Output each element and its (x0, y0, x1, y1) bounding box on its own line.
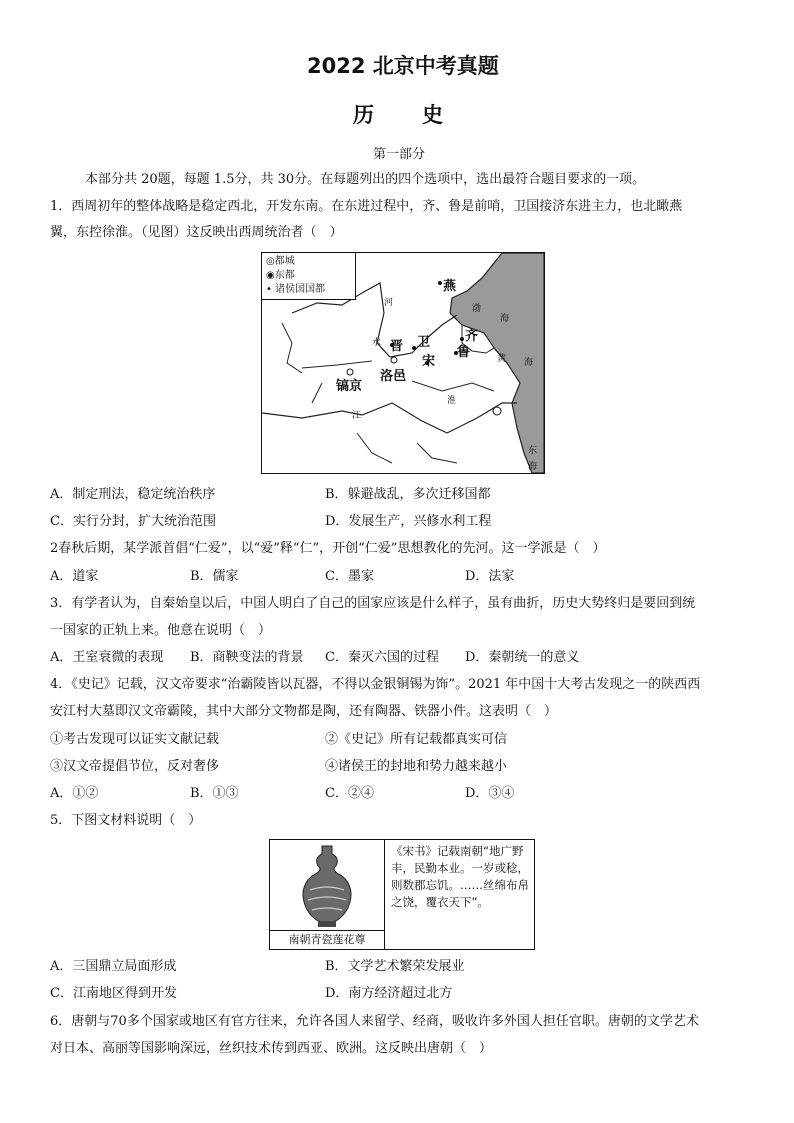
q3-option-c[interactable]: C．秦灭六国的过程 (325, 650, 439, 665)
subject-title: 历 史 (353, 103, 445, 127)
q2-option-a[interactable]: A．道家 (50, 569, 99, 584)
label-bohai: 渤 (472, 304, 482, 314)
legend-east-capital: ◉东都 (266, 270, 295, 281)
q1-option-c[interactable]: C．实行分封，扩大统治范围 (50, 514, 216, 529)
q1-stem-line1: 1．西周初年的整体战略是稳定西北，开发东南。在东进过程中，齐、鲁是前哨，卫国接济东进主力，也北瞰燕 (50, 199, 683, 214)
label-shui: 水 (372, 338, 382, 348)
song-shu-quote: 《宋书》记载南朝“地广野丰，民勤本业。一岁或稔，则数郡忘饥。……丝绵布帛之饶，覆衣天下”。 (391, 844, 529, 909)
q6-stem-line1: 6．唐朝与70多个国家或地区有官方往来，允许各国人来留学、经商，吸收许多外国人担任官职。唐朝的文学艺术 (50, 1014, 699, 1029)
q2-option-d[interactable]: D．法家 (465, 569, 515, 584)
huai-river (412, 381, 494, 391)
label-huai: 淮 (447, 396, 457, 406)
relic-image-panel (270, 840, 385, 949)
label-donghai: 东 (528, 446, 538, 456)
q3-option-a[interactable]: A．王室衰微的表现 (50, 650, 164, 665)
label-jin: 晋 (390, 339, 404, 354)
q4-statement-3: ③汉文帝提倡节位，反对奢侈 (50, 759, 220, 774)
label-bohai-2: 海 (500, 314, 510, 324)
q1-option-a[interactable]: A．制定刑法，稳定统治秩序 (50, 487, 216, 502)
wei-dot (412, 346, 416, 350)
q4-option-d[interactable]: D．③④ (465, 786, 515, 801)
part-label: 第一部分 (373, 147, 426, 162)
lotus-vase-image (270, 840, 384, 930)
q3-stem-line1: 3．有学者认为，自秦始皇以后，中国人明白了自己的国家应该是什么样子，虽有曲折，历史大势终归是要回到统 (50, 596, 696, 611)
q3-option-b[interactable]: B．商鞅变法的背景 (190, 650, 304, 665)
q3-option-d[interactable]: D．秦朝统一的意义 (465, 650, 580, 665)
q2-option-c[interactable]: C．墨家 (325, 569, 374, 584)
label-luoyi: 洛邑 (380, 369, 407, 384)
wei-river (302, 361, 372, 368)
q3-stem-line2: 一国家的正轨上来。他意在说明（ ） (50, 623, 272, 638)
q4-option-a[interactable]: A．①② (50, 786, 99, 801)
q4-statement-1: ①考古发现可以证实文献记载 (50, 732, 220, 747)
q6-stem-line2: 对日本、高丽等国影响深远，丝织技术传到西亚、欧洲。这反映出唐朝（ ） (50, 1041, 493, 1056)
label-huanghai-2: 海 (524, 358, 534, 368)
terrain-lines (282, 323, 457, 463)
q5-option-d[interactable]: D．南方经济超过北方 (325, 986, 453, 1001)
q5-option-a[interactable]: A．三国鼎立局面形成 (50, 959, 177, 974)
q5-option-b[interactable]: B．文学艺术繁荣发展业 (325, 959, 465, 974)
q1-option-d[interactable]: D．发展生产，兴修水利工程 (325, 514, 492, 529)
q5-figure (269, 839, 535, 950)
q4-stem-line2: 安江村大墓即汉文帝霸陵，其中大部分文物都是陶，还有陶器、铁器小件。这表明（ ） (50, 704, 558, 719)
yangtze-river (262, 403, 517, 433)
label-he: 河 (384, 298, 394, 308)
part-instructions: 本部分共 20题，每题 1.5分，共 30分。在每题列出的四个选项中，选出最符合题目要求的一项。 (85, 172, 646, 187)
q5-option-c[interactable]: C．江南地区得到开发 (50, 986, 177, 1001)
q4-statement-2: ②《史记》所有记载都真实可信 (325, 732, 508, 747)
label-wei: 卫 (417, 335, 431, 350)
q4-statement-4: ④诸侯王的封地和势力越来越小 (325, 759, 508, 774)
legend-capital: ◎都城 (266, 256, 295, 267)
label-haojing: 镐京 (336, 379, 363, 394)
q1-option-b[interactable]: B．躲避战乱，多次迁移国都 (325, 487, 491, 502)
q2-option-b[interactable]: B．儒家 (190, 569, 239, 584)
q4-option-c[interactable]: C．②④ (325, 786, 374, 801)
q2-stem: 2春秋后期，某学派首倡“仁爱”，以“爱”释“仁”，开创“仁爱”思想教化的先河。这一学派是（ ） (50, 541, 606, 556)
q5-stem: 5．下图文材料说明（ ） (50, 813, 202, 828)
label-huanghai: 黄 (497, 354, 507, 364)
label-jiang: 江 (352, 411, 362, 421)
q1-stem-line2: 翼，东控徐淮。（见图）这反映出西周统治者（ ） (50, 225, 343, 240)
label-lu: 鲁 (457, 345, 471, 360)
label-song: 宋 (422, 354, 436, 369)
coast-marker (493, 407, 501, 415)
label-yan: 燕 (443, 279, 457, 294)
legend-vassal-capital: • 诸侯国国都 (266, 284, 326, 295)
map-legend (262, 253, 356, 300)
relic-caption: 南朝青瓷莲花尊 (270, 930, 384, 949)
luoyi-marker (391, 357, 397, 363)
western-zhou-map (261, 252, 545, 474)
yan-dot (438, 281, 442, 285)
label-donghai-2: 海 (528, 462, 538, 472)
q4-option-b[interactable]: B．①③ (190, 786, 239, 801)
page-title: 2022 北京中考真题 (307, 54, 499, 78)
label-qi: 齐 (465, 329, 479, 344)
q4-stem-line1: 4．《史记》记载，汉文帝要求“治霸陵皆以瓦器，不得以金银铜锡为饰”。2021 年中国十大考古发现之一的陕西西 (50, 677, 701, 692)
